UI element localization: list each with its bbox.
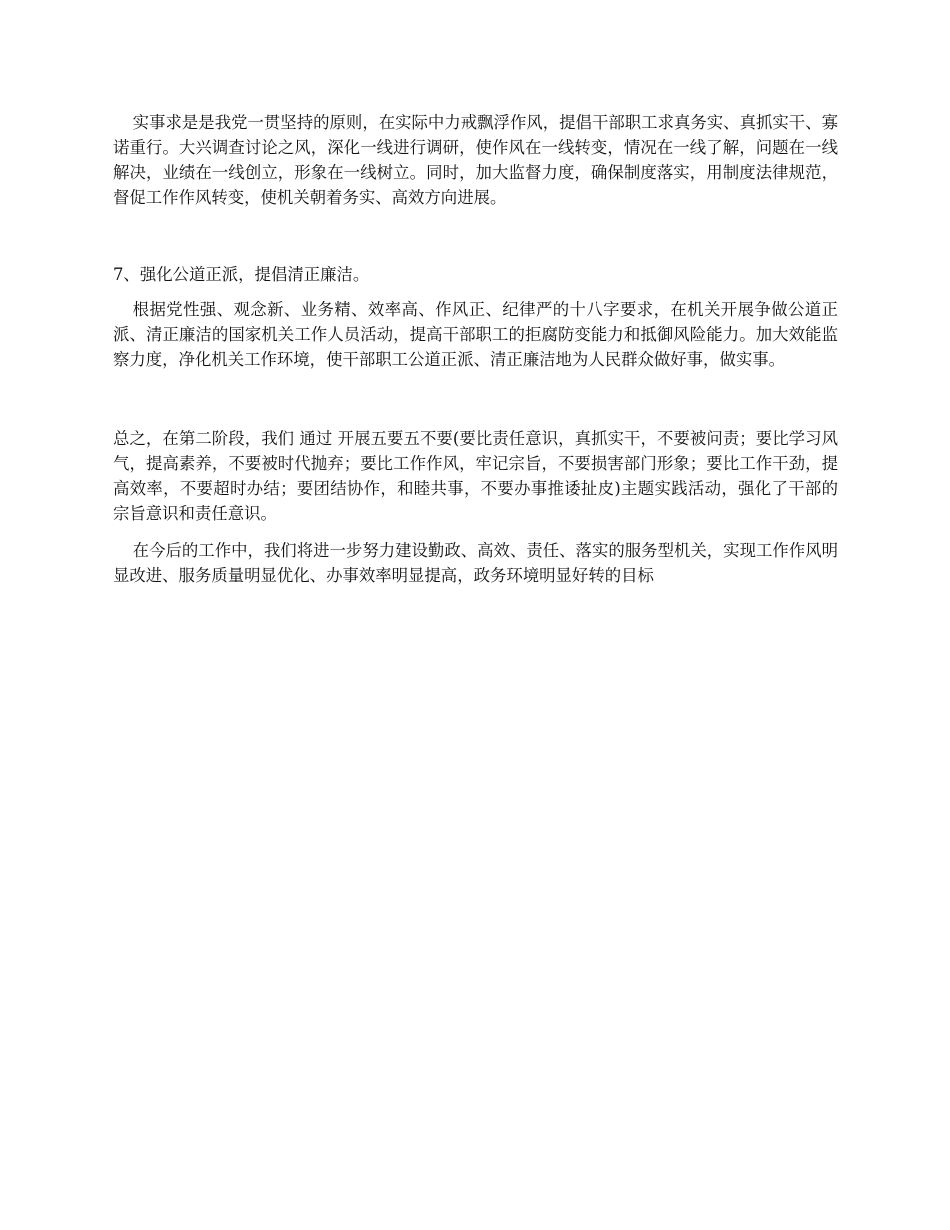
paragraph-pragmatism: 实事求是是我党一贯坚持的原则，在实际中力戒飘浮作风，提倡干部职工求真务实、真抓实干、寡诺重行。大兴调查讨论之风，深化一线进行调研，使作风在一线转变，情况在一线了解，问题在一线解决，业绩在一线创立，形象在一线树立。同时，加大监督力度，确保制度落实，用制度法律规范，督促工作作风转变，使机关朝着务实、高效方向进展。 <box>113 113 838 207</box>
document-body <box>113 110 838 588</box>
section-heading-7: 7、强化公道正派，提倡清正廉洁。 <box>113 265 370 284</box>
paragraph-integrity: 根据党性强、观念新、业务精、效率高、作风正、纪律严的十八字要求，在机关开展争做公道正派、清正廉洁的国家机关工作人员活动，提高干部职工的拒腐防变能力和抵御风险能力。加大效能监察力度，净化机关工作环境，使干部职工公道正派、清正廉洁地为人民群众做好事，做实事。 <box>113 300 838 369</box>
paragraph-summary: 总之，在第二阶段，我们 通过 开展五要五不要(要比责任意识，真抓实干，不要被问责；要比学习风气，提高素养，不要被时代抛弃；要比工作作风，牢记宗旨，不要损害部门形象；要比工作干劲，提高效率，不要超时办结；要团结协作，和睦共事，不要办事推诿扯皮)主题实践活动，强化了干部的宗旨意识和责任意识。 <box>113 429 838 523</box>
paragraph-future-work: 在今后的工作中，我们将进一步努力建设勤政、高效、责任、落实的服务型机关，实现工作作风明显改进、服务质量明显优化、办事效率明显提高，政务环境明显好转的目标 <box>113 541 838 585</box>
